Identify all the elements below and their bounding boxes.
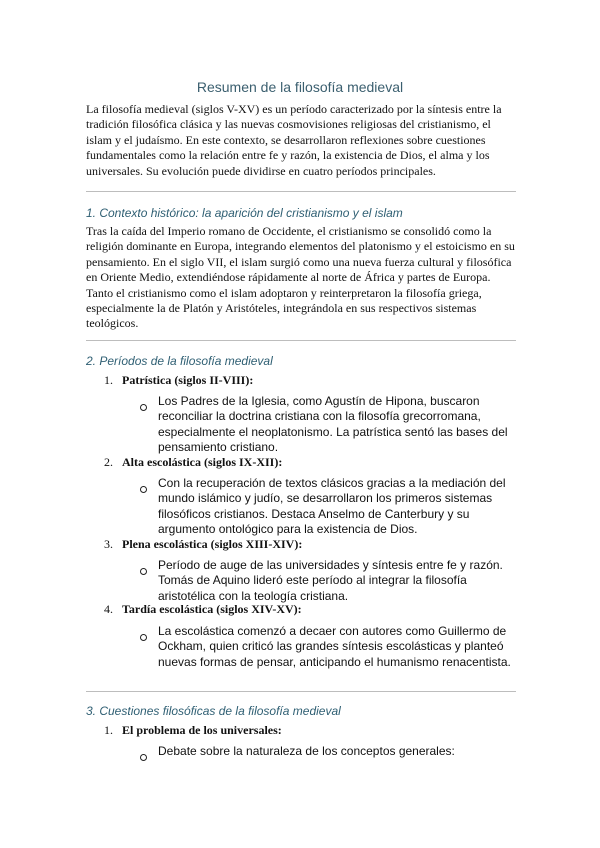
period-item-title xyxy=(104,602,302,617)
list-number: 2. xyxy=(104,455,113,469)
circle-bullet-icon xyxy=(140,486,147,493)
circle-bullet-icon xyxy=(140,404,147,411)
period-label: Tardía escolástica (siglos XIV-XV): xyxy=(122,602,302,616)
context-paragraph: Tras la caída del Imperio romano de Occidente, el cristianismo se consolidó como la religión dominante en Europa, integrando elementos del platonismo y el estoicismo en su pensamiento. En el siglo VII, el islam surgió como una nueva fuerza cultural y filosófica en Oriente Medio, extendiéndose rápidamente al norte de África y partes de Europa. Tanto el cristianismo como el islam adoptaron y reinterpretaron la filosofía griega, especialmente la de Platón y Aristóteles, integrándola en sus respectivos sistemas teológicos. xyxy=(86,224,515,331)
period-label: Alta escolástica (siglos IX-XII): xyxy=(122,455,283,469)
section-divider xyxy=(86,191,516,192)
list-number: 4. xyxy=(104,602,113,616)
period-description: Con la recuperación de textos clásicos gracias a la mediación del mundo islámico y judío, se desarrollaron los primeros sistemas filosóficos cristianos. Destaca Anselmo de Canterbury y su argumento ontológico para la existencia de Dios. xyxy=(158,476,506,537)
period-description: Período de auge de las universidades y síntesis entre fe y razón. Tomás de Aquino lideró este período al integrar la filosofía aristotélica con la teología cristiana. xyxy=(158,558,503,603)
question-label: El problema de los universales: xyxy=(122,723,282,737)
period-item-title xyxy=(104,537,302,552)
period-description: Los Padres de la Iglesia, como Agustín de Hipona, buscaron reconciliar la doctrina cristiana con la filosofía grecorromana, especialmente el neoplatonismo. La patrística sentó las bases del pensamiento cristiano. xyxy=(158,394,508,455)
question-description: Debate sobre la naturaleza de los conceptos generales: xyxy=(158,744,455,758)
section-heading-context: 1. Contexto histórico: la aparición del cristianismo y el islam xyxy=(86,206,403,220)
period-item-title xyxy=(104,373,253,388)
period-description: La escolástica comenzó a decaer con autores como Guillermo de Ockham, quien criticó las grandes síntesis escolásticas y planteó nuevas formas de pensar, anticipando el humanismo renacentista. xyxy=(158,624,511,669)
circle-bullet-icon xyxy=(140,568,147,575)
section-divider xyxy=(86,691,516,692)
section-heading-questions: 3. Cuestiones filosóficas de la filosofía medieval xyxy=(86,704,341,718)
document-title: Resumen de la filosofía medieval xyxy=(196,79,404,95)
list-number: 3. xyxy=(104,537,113,551)
circle-bullet-icon xyxy=(140,754,147,761)
period-label: Plena escolástica (siglos XIII-XIV): xyxy=(122,537,303,551)
period-item-title xyxy=(104,455,282,470)
period-label: Patrística (siglos II-VIII): xyxy=(122,373,254,387)
list-number: 1. xyxy=(104,723,113,737)
circle-bullet-icon xyxy=(140,634,147,641)
list-number: 1. xyxy=(104,373,113,387)
section-divider xyxy=(86,340,516,341)
section-heading-periods: 2. Períodos de la filosofía medieval xyxy=(86,354,273,368)
question-item-title xyxy=(104,723,282,738)
intro-paragraph: La filosofía medieval (siglos V-XV) es un período caracterizado por la síntesis entre la tradición filosófica clásica y las nuevas cosmovisiones religiosas del cristianismo, el islam y el judaísmo. En este contexto, se desarrollaron reflexiones sobre cuestiones fundamentales como la relación entre fe y razón, la existencia de Dios, el alma y los universales. Su evolución puede dividirse en cuatro períodos principales. xyxy=(86,102,502,178)
